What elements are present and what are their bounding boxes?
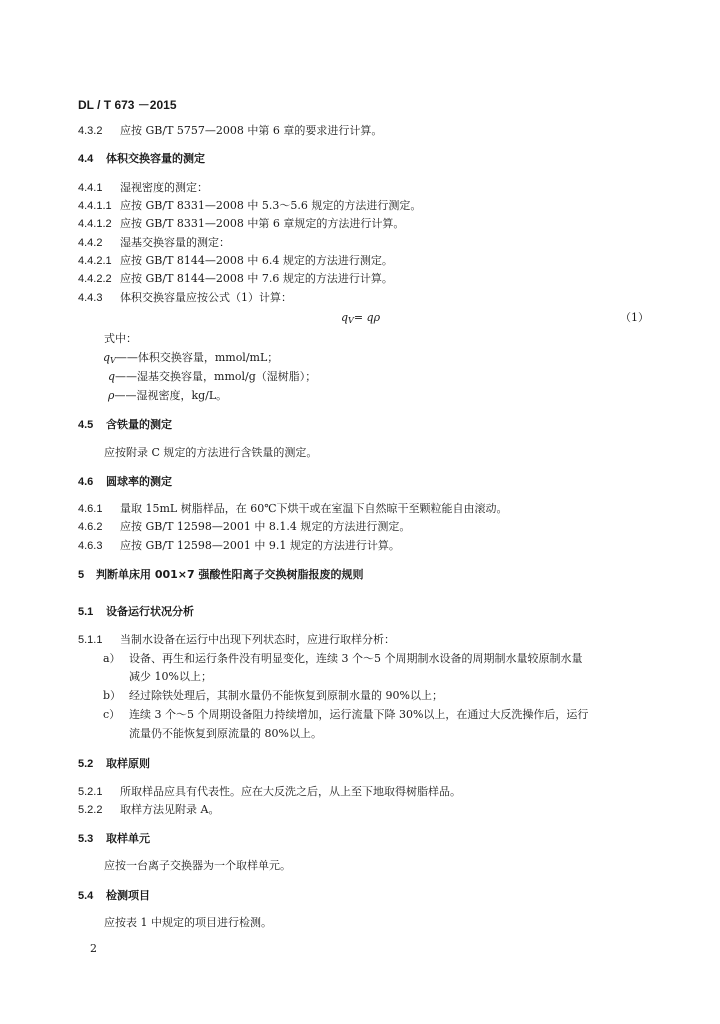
list-item-c-continuation: 流量仍不能恢复到原流量的 80%以上。 <box>129 727 322 740</box>
list-item-c: c） 连续 3 个～5 个周期设备阻力持续增加，运行流量下降 30%以上，在通过大反洗操作后，运行 <box>103 708 589 721</box>
section-4-5-heading: 4.5 含铁量的测定 <box>78 418 172 431</box>
section-4-5-body: 应按附录 C 规定的方法进行含铁量的测定。 <box>104 446 318 459</box>
clause-4-3-2: 4.3.2 应按 GB/T 5757—2008 中第 6 章的要求进行计算。 <box>78 124 383 137</box>
clause-4-4-2-1: 4.4.2.1 应按 GB/T 8144—2008 中 6.4 规定的方法进行测定。 <box>78 254 393 267</box>
section-4-6-heading: 4.6 圆球率的测定 <box>78 475 172 488</box>
formula-definition: ρ——湿视密度，kg/L。 <box>108 389 228 402</box>
document-code-header: DL / T 673 －2015 <box>78 98 177 112</box>
formula-where-label: 式中： <box>104 332 137 345</box>
section-5-2-heading: 5.2 取样原则 <box>78 757 150 770</box>
section-4-4-heading: 4.4 体积交换容量的测定 <box>78 152 205 165</box>
list-item-b: b） 经过除铁处理后，其制水量仍不能恢复到原制水量的 90%以上； <box>103 689 443 702</box>
section-5-3-heading: 5.3 取样单元 <box>78 832 150 845</box>
clause-4-4-1: 4.4.1 湿视密度的测定： <box>78 181 208 194</box>
section-5-4-heading: 5.4 检测项目 <box>78 889 150 902</box>
clause-5-1-1: 5.1.1 当制水设备在运行中出现下列状态时，应进行取样分析： <box>78 633 395 646</box>
formula-definition: q——湿基交换容量，mmol/g（湿树脂）； <box>108 370 317 383</box>
formula-definition: $q_V——$体积交换容量，mmol/mL； <box>103 351 279 365</box>
clause-4-6-2: 4.6.2 应按 GB/T 12598—2001 中 8.1.4 规定的方法进行测定。 <box>78 520 411 533</box>
list-item-a: a） 设备、再生和运行条件没有明显变化，连续 3 个～5 个周期制水设备的周期制水量较原制水量 <box>103 652 583 665</box>
page-number: 2 <box>90 942 97 955</box>
clause-4-4-1-2: 4.4.1.2 应按 GB/T 8331—2008 中第 6 章规定的方法进行计算。 <box>78 217 405 230</box>
clause-5-2-2: 5.2.2 取样方法见附录 A。 <box>78 803 220 816</box>
section-5-1-heading: 5.1 设备运行状况分析 <box>78 605 194 618</box>
formula-1: $q_V= q\rho$ <box>341 311 381 325</box>
clause-5-2-1: 5.2.1 所取样品应具有代表性。应在大反洗之后，从上至下地取得树脂样品。 <box>78 785 461 798</box>
section-5-4-body: 应按表 1 中规定的项目进行检测。 <box>104 916 272 929</box>
clause-4-4-2: 4.4.2 湿基交换容量的测定： <box>78 236 230 249</box>
formula-number: （1） <box>620 311 649 324</box>
list-item-a-continuation: 减少 10%以上； <box>129 670 212 683</box>
clause-4-6-3: 4.6.3 应按 GB/T 12598—2001 中 9.1 规定的方法进行计算。 <box>78 539 400 552</box>
clause-4-4-1-1: 4.4.1.1 应按 GB/T 8331—2008 中 5.3～5.6 规定的方法进行测定。 <box>78 199 422 212</box>
chapter-5-heading: 5 判断单床用 001×7 强酸性阳离子交换树脂报废的规则 <box>78 568 364 581</box>
section-5-3-body: 应按一台离子交换器为一个取样单元。 <box>104 859 291 872</box>
clause-4-4-2-2: 4.4.2.2 应按 GB/T 8144—2008 中 7.6 规定的方法进行计算。 <box>78 272 393 285</box>
clause-4-4-3: 4.4.3 体积交换容量应按公式（1）计算： <box>78 291 292 304</box>
clause-4-6-1: 4.6.1 量取 15mL 树脂样品，在 60℃下烘干或在室温下自然晾干至颗粒能自由滚动。 <box>78 502 508 515</box>
